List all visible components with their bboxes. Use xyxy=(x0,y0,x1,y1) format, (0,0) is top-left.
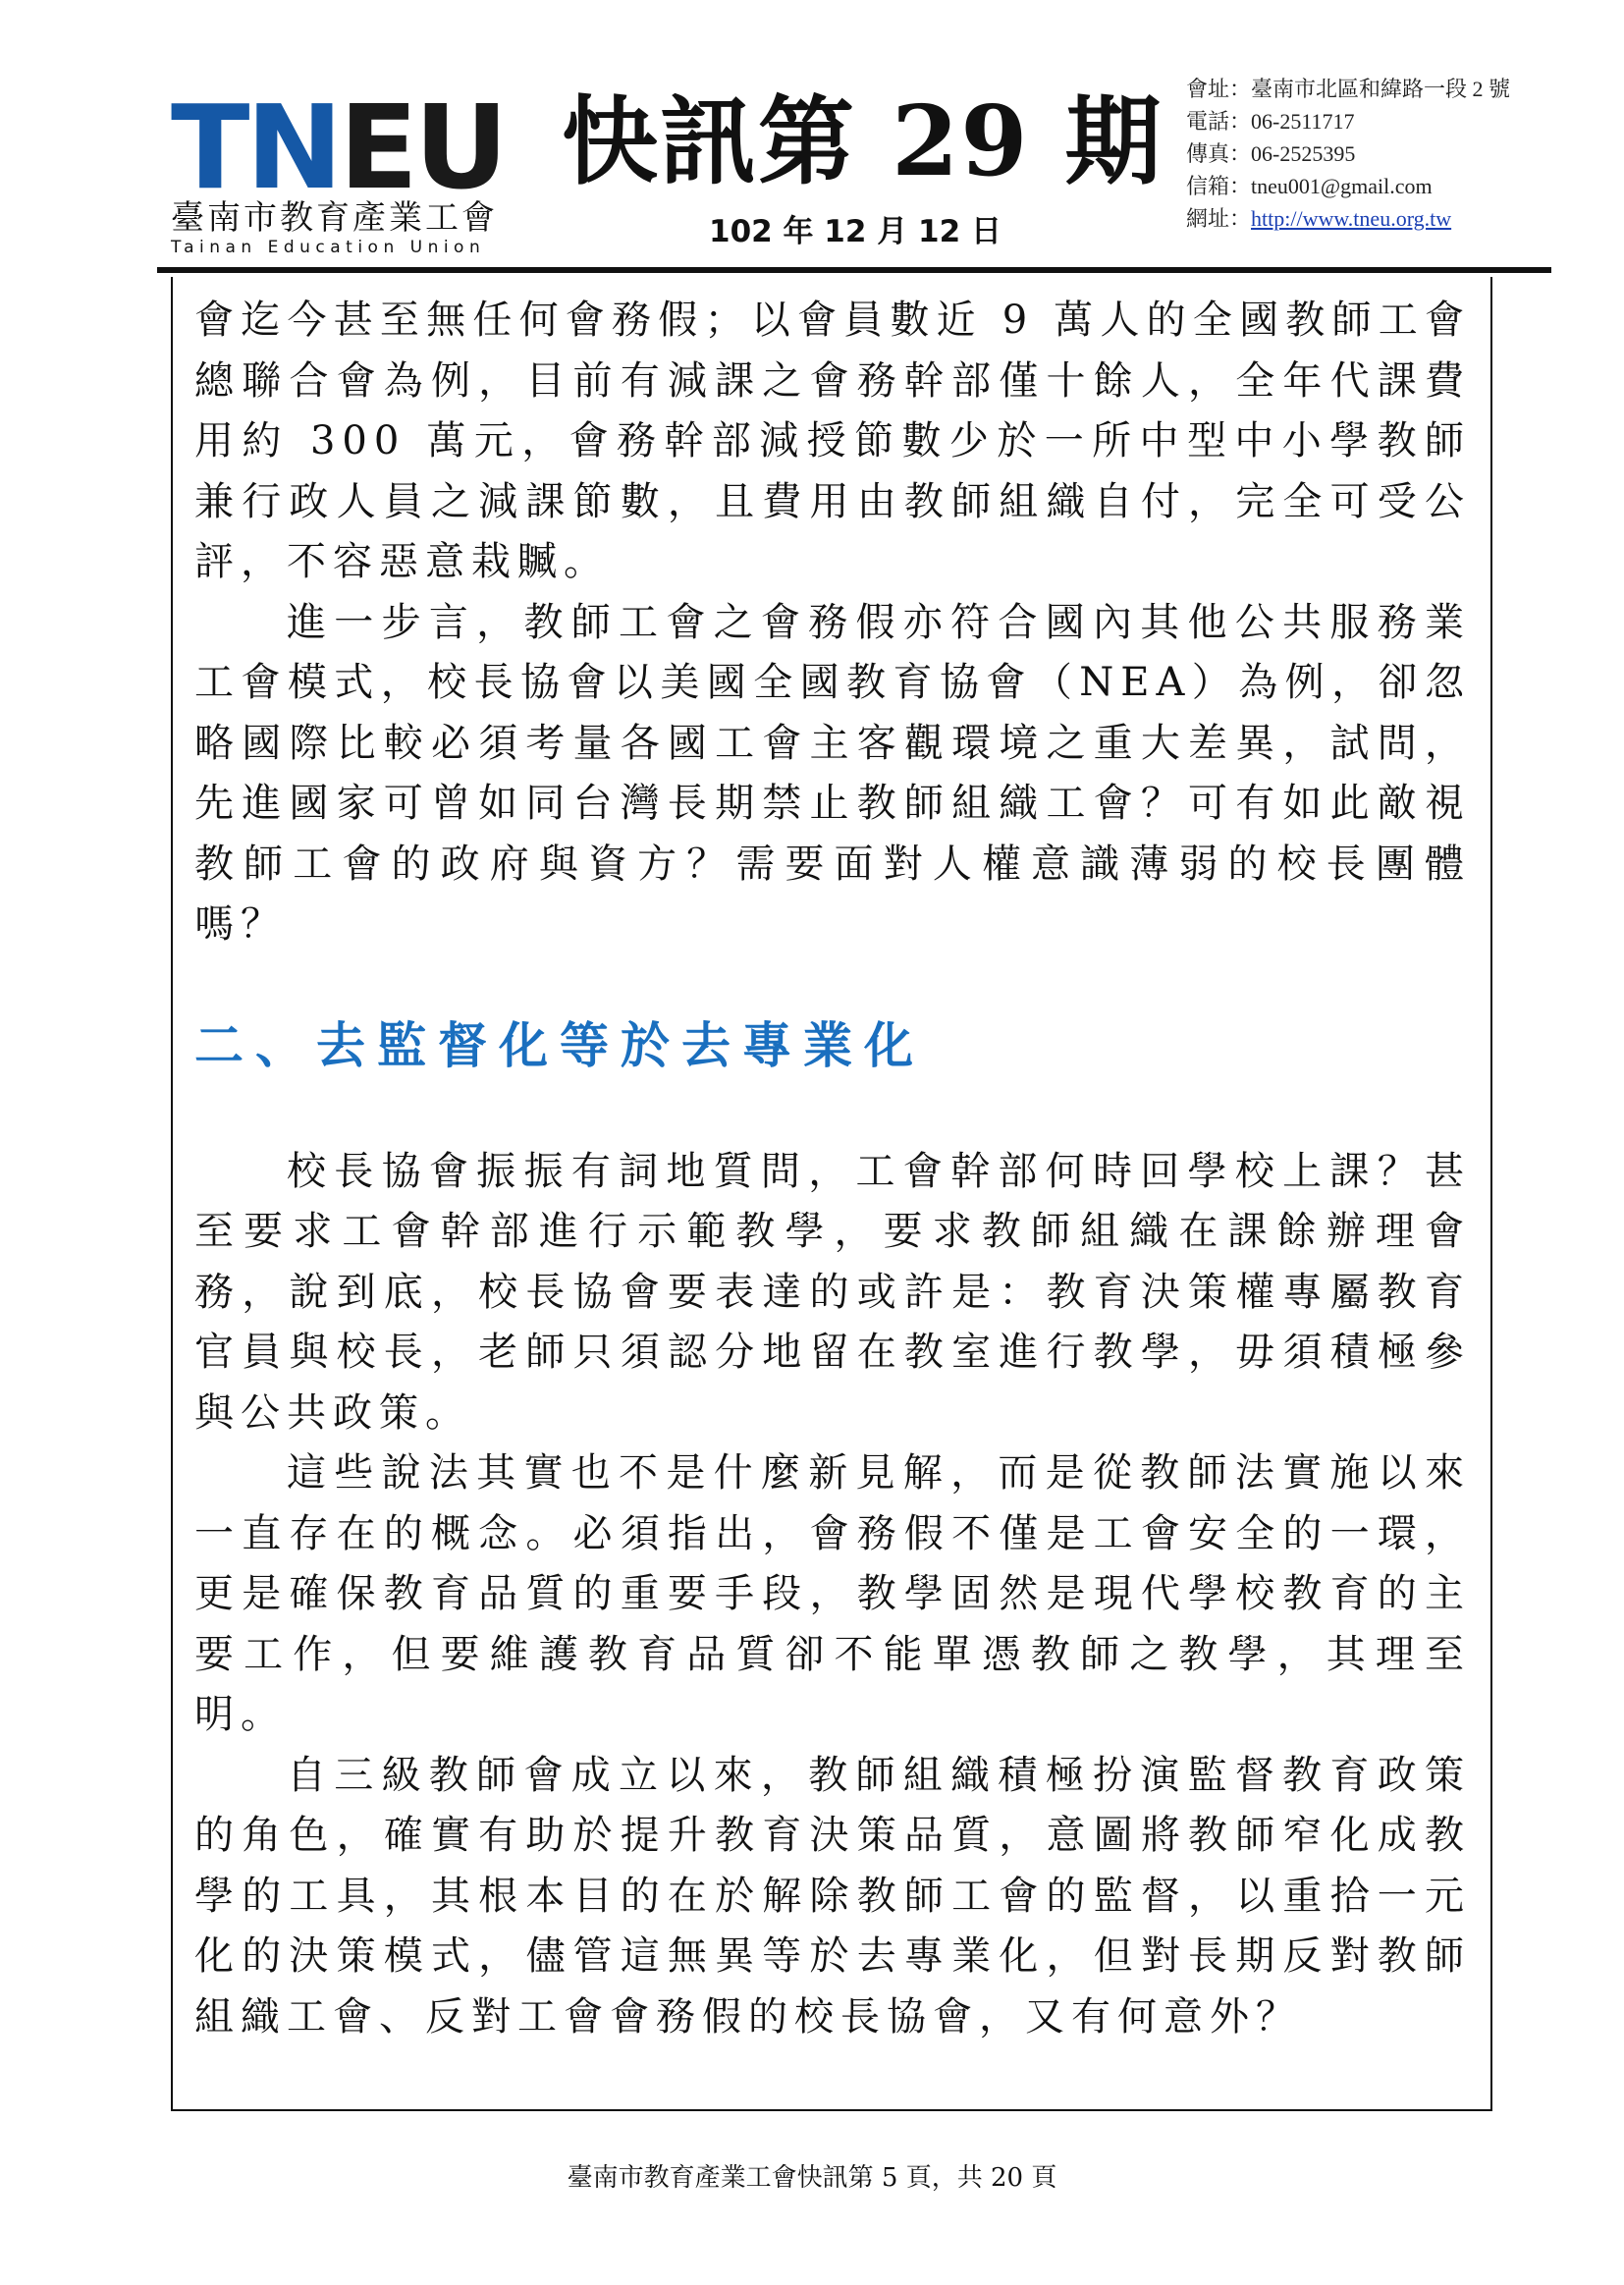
issue-date: 102 年 12 月 12 日 xyxy=(709,214,1001,249)
logo-letters-dark: EU xyxy=(339,80,505,215)
website-label: 網址： xyxy=(1186,206,1252,231)
page-footer: 臺南市教育產業工會快訊第 5 頁，共 20 頁 xyxy=(567,2163,1057,2193)
logo-name-cn: 臺南市教育產業工會 xyxy=(171,198,498,238)
article-frame xyxy=(171,277,1492,2111)
contact-phone: 電話：06-2511717 xyxy=(1186,109,1355,134)
paragraph: 自三級教師會成立以來，教師組織積極扮演監督教育政策的角色，確實有助於提升教育決策品質，意圖將教師窄化成教學的工具，其根本目的在於解除教師工會的監督，以重拾一元化的決策模式，儘管這無異等於去專業化，但對長期反對教師組織工會、反對工會會務假的校長協會，又有何意外？ xyxy=(194,1752,1471,2040)
paragraph: 校長協會振振有詞地質問，工會幹部何時回學校上課？甚至要求工會幹部進行示範教學，要求教師組織在課餘辦理會務，說到底，校長協會要表達的或許是：教育決策權專屬教育官員與校長，老師只須認分地留在教室進行教學，毋須積極參與公共政策。 xyxy=(194,1148,1471,1436)
paragraph: 這些說法其實也不是什麼新見解，而是從教師法實施以來一直存在的概念。必須指出，會務假不僅是工會安全的一環，更是確保教育品質的重要手段，教學固然是現代學校教育的主要工作，但要維護教育品質卻不能單憑教師之教學，其理至明。 xyxy=(194,1450,1471,1737)
logo-letters-blue: TN xyxy=(171,80,340,215)
paragraph: 進一步言，教師工會之會務假亦符合國內其他公共服務業工會模式，校長協會以美國全國教育協會（NEA）為例，卻忽略國際比較必須考量各國工會主客觀環境之重大差異，試問，先進國家可曾如同台灣長期禁止教師組織工會？可有如此敵視教師工會的政府與資方？需要面對人權意識薄弱的校長團體嗎？ xyxy=(194,599,1471,947)
section-heading: 二、去監督化等於去專業化 xyxy=(194,1015,925,1074)
contact-email: 信箱：tneu001@gmail.com xyxy=(1186,174,1433,198)
logo-name-en: Tainan Education Union xyxy=(171,238,486,257)
contact-fax: 傳真：06-2525395 xyxy=(1186,141,1356,166)
issue-title: 快訊第 29 期 xyxy=(562,85,1164,198)
contact-info xyxy=(1186,73,1559,235)
contact-address: 會址：臺南市北區和緯路一段 2 號 xyxy=(1186,77,1511,101)
logo-letters xyxy=(171,80,544,215)
contact-website xyxy=(1186,202,1559,235)
header-divider xyxy=(157,267,1551,273)
paragraph-continued: 會迄今甚至無任何會務假；以會員數近 9 萬人的全國教師工會總聯合會為例，目前有減課之會務幹部僅十餘人，全年代課費用約 300 萬元，會務幹部減授節數少於一所中型中小學教師兼行政人員之減課節數，且費用由教師組織自付，完全可受公評，不容惡意栽贓。 xyxy=(194,298,1471,584)
article-content xyxy=(194,291,1471,2047)
union-logo xyxy=(171,80,544,257)
website-link[interactable]: http://www.tneu.org.tw xyxy=(1251,206,1452,231)
